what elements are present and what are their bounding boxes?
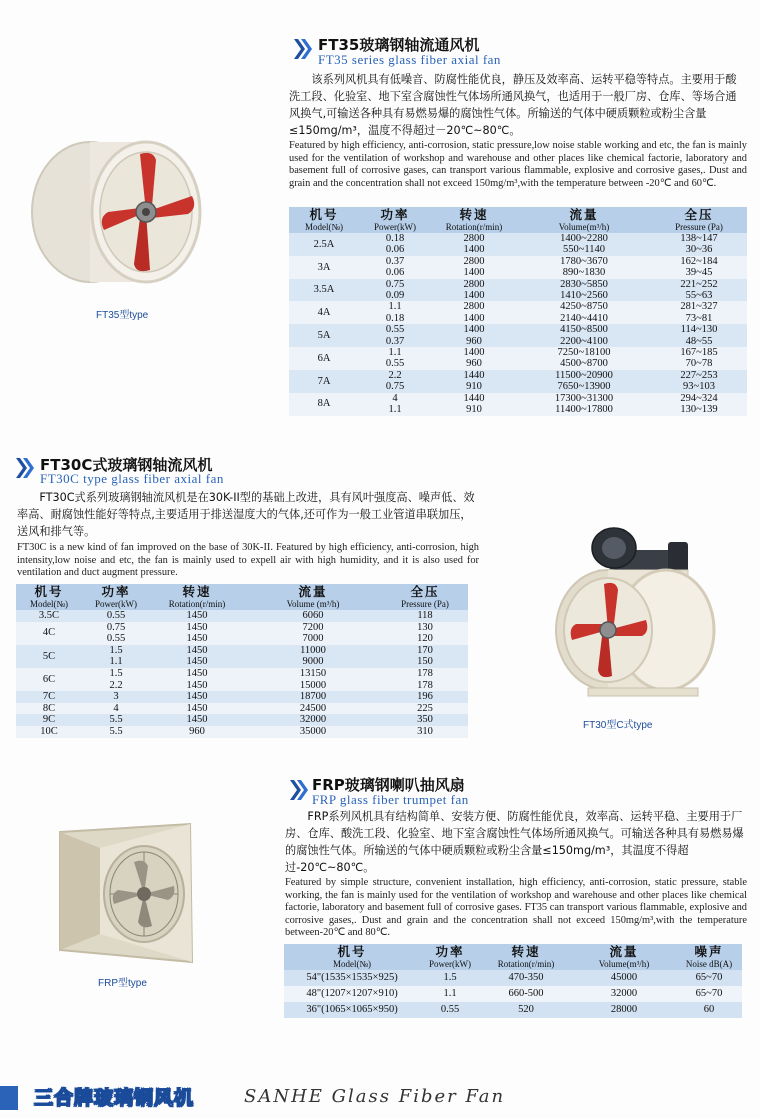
power-cell: 2.2 — [359, 370, 431, 381]
power-cell: 0.75 — [359, 381, 431, 392]
volume-cell: 24500 — [244, 703, 382, 715]
volume-cell: 7000 — [244, 633, 382, 645]
col-header-volume: 流量 Volume (m³/h) — [244, 584, 382, 610]
volume-cell: 1780~3670 — [517, 256, 651, 267]
volume-cell: 28000 — [572, 1002, 676, 1018]
rotation-cell: 1450 — [150, 622, 244, 634]
power-cell: 0.18 — [359, 233, 431, 244]
rotation-cell: 1440 — [431, 393, 517, 404]
power-cell: 2.2 — [82, 680, 150, 692]
volume-cell: 550~1140 — [517, 244, 651, 255]
power-cell: 0.55 — [82, 610, 150, 622]
noise-cell: 65~70 — [676, 970, 742, 986]
volume-cell: 2140~4410 — [517, 313, 651, 324]
frp-title-cn: FRP玻璃钢喇叭抽风扇 — [312, 776, 465, 794]
footer-brand-en: SANHE Glass Fiber Fan — [244, 1086, 506, 1107]
model-cell: 5A — [289, 324, 359, 347]
pressure-cell: 55~63 — [651, 290, 747, 301]
col-header-rotation: 转速 Rotation(r/min) — [480, 944, 572, 970]
table-header-row — [284, 944, 742, 970]
table-row — [16, 691, 468, 703]
rotation-cell: 2800 — [431, 256, 517, 267]
model-cell: 4C — [16, 622, 82, 645]
table-row — [284, 986, 742, 1002]
table-header-row — [16, 584, 468, 610]
frp-spec-table — [284, 944, 742, 1018]
volume-cell: 4150~8500 — [517, 324, 651, 335]
rotation-cell: 1450 — [150, 645, 244, 657]
col-header-volume: 流量 Volume(m³/h) — [572, 944, 676, 970]
rotation-cell: 910 — [431, 381, 517, 392]
model-cell: 10C — [16, 726, 82, 738]
col-header-pressure: 全压 Pressure (Pa) — [382, 584, 468, 610]
rotation-cell: 1450 — [150, 656, 244, 668]
pressure-cell: 118 — [382, 610, 468, 622]
volume-cell: 7200 — [244, 622, 382, 634]
power-cell: 1.1 — [420, 986, 480, 1002]
model-cell: 4A — [289, 301, 359, 324]
table-row — [16, 703, 468, 715]
table-row — [16, 610, 468, 622]
model-cell: 54"(1535×1535×925) — [284, 970, 420, 986]
model-cell: 7C — [16, 691, 82, 703]
volume-cell: 32000 — [244, 714, 382, 726]
col-header-noise: 噪声 Noise dB(A) — [676, 944, 742, 970]
volume-cell: 4250~8750 — [517, 301, 651, 312]
model-cell: 3.5C — [16, 610, 82, 622]
ft30c-title-en: FT30C type glass fiber axial fan — [40, 471, 224, 486]
rotation-cell: 1400 — [431, 324, 517, 335]
rotation-cell: 2800 — [431, 233, 517, 244]
pressure-cell: 310 — [382, 726, 468, 738]
power-cell: 1.1 — [359, 347, 431, 358]
power-cell: 4 — [82, 703, 150, 715]
volume-cell: 1410~2560 — [517, 290, 651, 301]
power-cell: 0.18 — [359, 313, 431, 324]
ft35-fan-image — [28, 120, 206, 290]
col-header-model: 机号 Model(№) — [16, 584, 82, 610]
model-cell: 9C — [16, 714, 82, 726]
pressure-cell: 350 — [382, 714, 468, 726]
frp-title-en: FRP glass fiber trumpet fan — [312, 792, 469, 807]
power-cell: 0.75 — [359, 279, 431, 290]
pressure-cell: 130~139 — [651, 404, 747, 415]
ft35-caption: FT35型type — [96, 310, 149, 321]
power-cell: 0.75 — [82, 622, 150, 634]
pressure-cell: 167~185 — [651, 347, 747, 358]
col-header-power: 功率 Power(kW) — [359, 207, 431, 233]
volume-cell: 890~1830 — [517, 267, 651, 278]
table-row — [289, 279, 747, 290]
table-row — [284, 1002, 742, 1018]
col-header-model: 机号 Model(№) — [289, 207, 359, 233]
table-row — [284, 970, 742, 986]
power-cell: 4 — [359, 393, 431, 404]
rotation-cell: 960 — [431, 336, 517, 347]
ft35-title-cn: FT35玻璃钢轴流通风机 — [318, 36, 480, 54]
pressure-cell: 39~45 — [651, 267, 747, 278]
rotation-cell: 520 — [480, 1002, 572, 1018]
frp-description-en: Featured by simple structure, convenient installation, high efficiency, anti-corrosion, static pressure, stable working, the fan is mainly used for the ventilation of workshop and warehouse and other places like chemical factorie, laboratory and basement full of corrosive gases. FT35 can transport various flammable, explosive and corrosive gases,. Dust and grain and the concentration shall not exceed 150mg/m³,with the temperature between-20℃ and 80℃. — [285, 877, 747, 938]
table-row — [16, 622, 468, 634]
table-header-row — [289, 207, 747, 233]
volume-cell: 17300~31300 — [517, 393, 651, 404]
volume-cell: 2200~4100 — [517, 336, 651, 347]
rotation-cell: 1450 — [150, 714, 244, 726]
table-row — [16, 726, 468, 738]
volume-cell: 1400~2280 — [517, 233, 651, 244]
rotation-cell: 1400 — [431, 267, 517, 278]
rotation-cell: 1450 — [150, 691, 244, 703]
model-cell: 6A — [289, 347, 359, 370]
pressure-cell: 114~130 — [651, 324, 747, 335]
model-cell: 7A — [289, 370, 359, 393]
table-row — [289, 324, 747, 335]
power-cell: 5.5 — [82, 714, 150, 726]
power-cell: 1.1 — [359, 301, 431, 312]
model-cell: 3A — [289, 256, 359, 279]
col-header-power: 功率 Power(kW) — [420, 944, 480, 970]
ft30c-description-en: FT30C is a new kind of fan improved on the base of 30K-II. Featured by high efficiency, anti-corrosion, high intensity,low noise and etc, the fan is mainly used to expell air with high humidity, and it is also used for ventilation and duct augment pressure. — [17, 542, 479, 578]
power-cell: 0.55 — [82, 633, 150, 645]
footer-accent-bar — [0, 1086, 18, 1110]
power-cell: 1.1 — [359, 404, 431, 415]
section-chevron-icon — [292, 36, 314, 62]
pressure-cell: 227~253 — [651, 370, 747, 381]
rotation-cell: 1400 — [431, 313, 517, 324]
pressure-cell: 196 — [382, 691, 468, 703]
rotation-cell: 960 — [431, 358, 517, 369]
table-row — [289, 393, 747, 404]
table-row — [16, 645, 468, 657]
table-row — [289, 347, 747, 358]
table-row — [16, 680, 468, 692]
ft30c-spec-table — [16, 584, 468, 738]
volume-cell: 32000 — [572, 986, 676, 1002]
rotation-cell: 1450 — [150, 703, 244, 715]
volume-cell: 6060 — [244, 610, 382, 622]
model-cell: 48"(1207×1207×910) — [284, 986, 420, 1002]
frp-fan-image — [40, 822, 200, 972]
frp-description-cn: FRP系列风机具有结构简单、安装方便、防腐性能优良，效率高、运转平稳、主要用于厂房、仓库、酸洗工段、化验室、地下室含腐蚀性气体场所通风换气。可输送各种具有易燃易爆的腐蚀性气体。所输送的气体中硬质颗粒或粉尘含量≤150mg/m³，其温度不得超过-20℃~80℃。 — [285, 810, 744, 874]
rotation-cell: 1400 — [431, 347, 517, 358]
volume-cell: 11400~17800 — [517, 404, 651, 415]
model-cell: 3.5A — [289, 279, 359, 302]
noise-cell: 60 — [676, 1002, 742, 1018]
section-chevron-icon — [14, 455, 36, 481]
ft35-spec-table — [289, 207, 747, 416]
pressure-cell: 178 — [382, 668, 468, 680]
power-cell: 1.5 — [82, 668, 150, 680]
ft35-description-en: Featured by high efficiency, anti-corrosion, static pressure,low noise stable working and etc, the fan is mainly used for the ventilation of workshop and warehouse and other places like chemical factorie, laboratory and basement full of corrosive gases, can transport various flammable, explosive and corrosive gases,. Dust and grain and the concentration shall not exceed 150mg/m³,with the temperature between -20℃ and 60℃. — [289, 140, 747, 189]
volume-cell: 7250~18100 — [517, 347, 651, 358]
pressure-cell: 294~324 — [651, 393, 747, 404]
power-cell: 0.55 — [359, 358, 431, 369]
pressure-cell: 138~147 — [651, 233, 747, 244]
table-row — [289, 256, 747, 267]
rotation-cell: 2800 — [431, 279, 517, 290]
footer-brand-cn: 三合牌玻璃钢风机 — [34, 1087, 195, 1109]
power-cell: 5.5 — [82, 726, 150, 738]
table-row — [289, 301, 747, 312]
pressure-cell: 225 — [382, 703, 468, 715]
table-row — [289, 370, 747, 381]
table-row — [16, 656, 468, 668]
power-cell: 0.55 — [359, 324, 431, 335]
col-header-rotation: 转速 Rotation(r/min) — [431, 207, 517, 233]
rotation-cell: 1450 — [150, 680, 244, 692]
pressure-cell: 120 — [382, 633, 468, 645]
volume-cell: 13150 — [244, 668, 382, 680]
section-chevron-icon — [288, 777, 310, 803]
noise-cell: 65~70 — [676, 986, 742, 1002]
volume-cell: 18700 — [244, 691, 382, 703]
table-row — [16, 668, 468, 680]
rotation-cell: 910 — [431, 404, 517, 415]
rotation-cell: 660-500 — [480, 986, 572, 1002]
table-row — [16, 714, 468, 726]
volume-cell: 11000 — [244, 645, 382, 657]
power-cell: 1.1 — [82, 656, 150, 668]
volume-cell: 35000 — [244, 726, 382, 738]
col-header-rotation: 转速 Rotation(r/min) — [150, 584, 244, 610]
ft30c-title-cn: FT30C式玻璃钢轴流风机 — [40, 456, 213, 474]
table-row — [289, 233, 747, 244]
rotation-cell: 1400 — [431, 244, 517, 255]
pressure-cell: 162~184 — [651, 256, 747, 267]
col-header-model: 机号 Model(№) — [284, 944, 420, 970]
rotation-cell: 960 — [150, 726, 244, 738]
col-header-volume: 流量 Volume(m³/h) — [517, 207, 651, 233]
volume-cell: 7650~13900 — [517, 381, 651, 392]
model-cell: 8A — [289, 393, 359, 416]
model-cell: 5C — [16, 645, 82, 668]
power-cell: 0.06 — [359, 244, 431, 255]
pressure-cell: 73~81 — [651, 313, 747, 324]
ft30c-fan-image — [548, 522, 718, 712]
rotation-cell: 2800 — [431, 301, 517, 312]
volume-cell: 45000 — [572, 970, 676, 986]
pressure-cell: 281~327 — [651, 301, 747, 312]
pressure-cell: 30~36 — [651, 244, 747, 255]
pressure-cell: 48~55 — [651, 336, 747, 347]
power-cell: 0.09 — [359, 290, 431, 301]
pressure-cell: 130 — [382, 622, 468, 634]
rotation-cell: 1450 — [150, 668, 244, 680]
pressure-cell: 93~103 — [651, 381, 747, 392]
rotation-cell: 1450 — [150, 633, 244, 645]
power-cell: 0.37 — [359, 336, 431, 347]
ft30c-description-cn: FT30C式系列玻璃钢轴流风机是在30K-II型的基础上改进，具有风叶强度高、噪声低、效率高、耐腐蚀性能好等特点,主要适用于排送湿度大的气体,还可作为一般工业管道串联加压，送风和排气等。 — [17, 491, 475, 538]
pressure-cell: 70~78 — [651, 358, 747, 369]
pressure-cell: 150 — [382, 656, 468, 668]
frp-caption: FRP型type — [98, 978, 147, 989]
power-cell: 0.37 — [359, 256, 431, 267]
model-cell: 8C — [16, 703, 82, 715]
volume-cell: 2830~5850 — [517, 279, 651, 290]
pressure-cell: 178 — [382, 680, 468, 692]
volume-cell: 9000 — [244, 656, 382, 668]
power-cell: 3 — [82, 691, 150, 703]
power-cell: 0.55 — [420, 1002, 480, 1018]
power-cell: 1.5 — [82, 645, 150, 657]
ft30c-caption: FT30型C式type — [583, 720, 653, 731]
volume-cell: 11500~20900 — [517, 370, 651, 381]
rotation-cell: 1440 — [431, 370, 517, 381]
power-cell: 0.06 — [359, 267, 431, 278]
pressure-cell: 221~252 — [651, 279, 747, 290]
model-cell: 36"(1065×1065×950) — [284, 1002, 420, 1018]
table-row — [16, 633, 468, 645]
col-header-pressure: 全压 Pressure (Pa) — [651, 207, 747, 233]
model-cell: 6C — [16, 668, 82, 691]
rotation-cell: 1400 — [431, 290, 517, 301]
ft35-description-cn: 该系列风机具有低噪音、防腐性能优良，静压及效率高、运转平稳等特点。主要用于酸洗工段、化验室、地下室含腐蚀性气体场所通风换气，也适用于一般厂房、仓库、等场合通风换气,可输送各种具有易燃易爆的腐蚀性气体。所输送的气体中硬质颗粒或粉尘含量≤150mg/m³，温度不得超过－20℃~80℃。 — [289, 73, 737, 137]
rotation-cell: 1450 — [150, 610, 244, 622]
col-header-power: 功率 Power(kW) — [82, 584, 150, 610]
volume-cell: 15000 — [244, 680, 382, 692]
rotation-cell: 470-350 — [480, 970, 572, 986]
model-cell: 2.5A — [289, 233, 359, 256]
volume-cell: 4500~8700 — [517, 358, 651, 369]
pressure-cell: 170 — [382, 645, 468, 657]
ft35-title-en: FT35 series glass fiber axial fan — [318, 52, 501, 67]
power-cell: 1.5 — [420, 970, 480, 986]
